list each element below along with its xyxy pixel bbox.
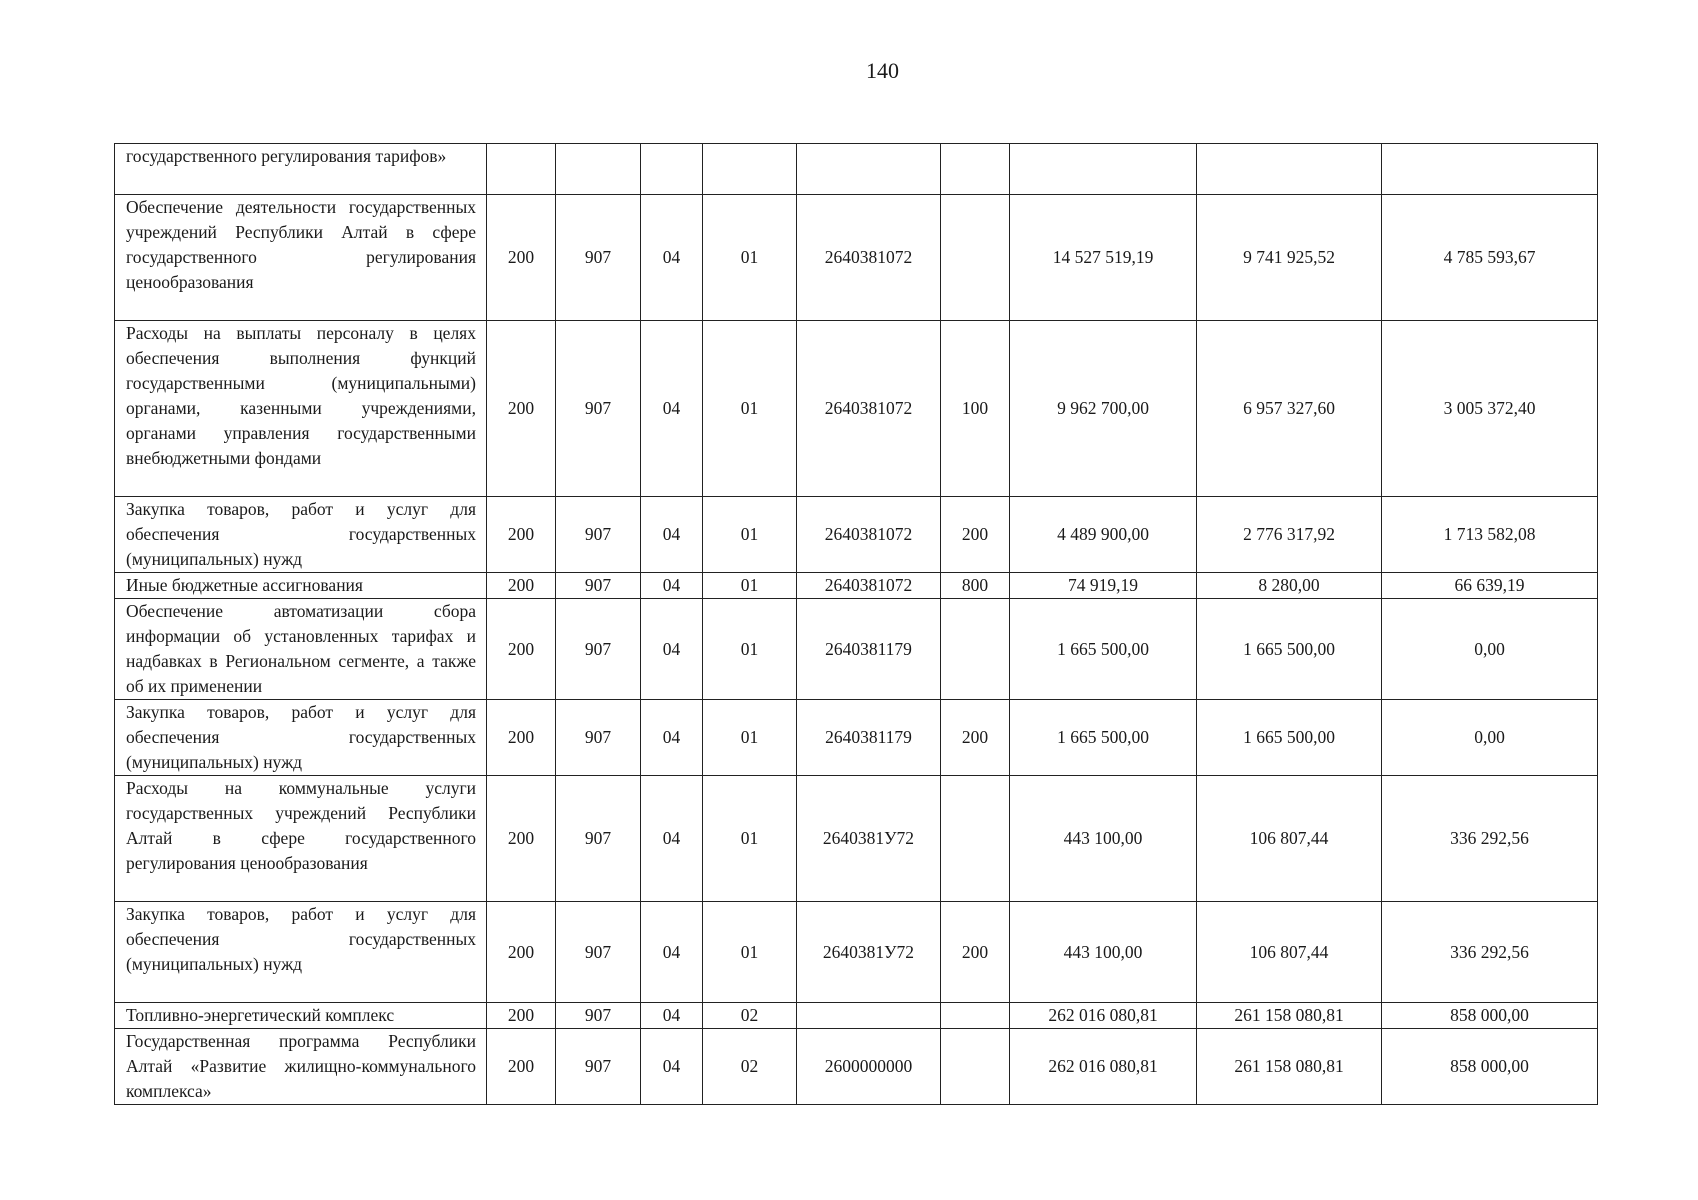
row-value-3: 0,00 [1382, 700, 1598, 776]
row-code-3: 04 [641, 573, 703, 599]
row-value-2: 261 158 080,81 [1197, 1029, 1382, 1105]
row-code-2: 907 [556, 776, 641, 902]
row-code-5 [797, 144, 941, 195]
row-code-2: 907 [556, 599, 641, 700]
row-code-2: 907 [556, 321, 641, 497]
row-value-3: 858 000,00 [1382, 1003, 1598, 1029]
row-value-2: 1 665 500,00 [1197, 599, 1382, 700]
row-value-3: 336 292,56 [1382, 776, 1598, 902]
row-value-1: 262 016 080,81 [1010, 1029, 1197, 1105]
table-row [115, 599, 1598, 700]
row-code-5: 2640381179 [797, 599, 941, 700]
row-code-6: 200 [941, 700, 1010, 776]
row-code-1: 200 [487, 573, 556, 599]
row-value-1: 443 100,00 [1010, 776, 1197, 902]
row-code-1: 200 [487, 599, 556, 700]
row-value-2: 8 280,00 [1197, 573, 1382, 599]
row-name: государственного регулирования тарифов» [115, 144, 487, 195]
row-code-4: 01 [703, 599, 797, 700]
row-name: Иные бюджетные ассигнования [115, 573, 487, 599]
row-value-2: 106 807,44 [1197, 776, 1382, 902]
row-code-5: 2600000000 [797, 1029, 941, 1105]
row-code-6 [941, 776, 1010, 902]
row-value-3: 1 713 582,08 [1382, 497, 1598, 573]
row-code-2: 907 [556, 195, 641, 321]
row-code-4: 01 [703, 321, 797, 497]
row-code-1: 200 [487, 1029, 556, 1105]
row-code-1: 200 [487, 776, 556, 902]
row-code-6 [941, 1029, 1010, 1105]
row-code-4: 02 [703, 1003, 797, 1029]
row-code-2: 907 [556, 902, 641, 1003]
row-name: Расходы на выплаты персоналу в целях обеспечения выполнения функций государственными (муниципальными) органами, казенными учреждениями, органами управления государственными внебюджетными фондами [115, 321, 487, 497]
budget-table [114, 143, 1598, 1105]
row-code-6 [941, 1003, 1010, 1029]
row-code-4: 01 [703, 497, 797, 573]
row-code-2: 907 [556, 573, 641, 599]
row-code-3: 04 [641, 599, 703, 700]
table-row [115, 144, 1598, 195]
row-value-3: 3 005 372,40 [1382, 321, 1598, 497]
row-code-1: 200 [487, 321, 556, 497]
row-code-1 [487, 144, 556, 195]
row-code-2: 907 [556, 1029, 641, 1105]
row-code-2 [556, 144, 641, 195]
row-value-2: 9 741 925,52 [1197, 195, 1382, 321]
row-code-2: 907 [556, 1003, 641, 1029]
row-code-3: 04 [641, 321, 703, 497]
table-row [115, 1003, 1598, 1029]
row-code-4: 02 [703, 1029, 797, 1105]
row-code-3: 04 [641, 497, 703, 573]
row-name: Закупка товаров, работ и услуг для обеспечения государственных (муниципальных) нужд [115, 497, 487, 573]
row-code-1: 200 [487, 700, 556, 776]
row-code-1: 200 [487, 195, 556, 321]
row-value-1: 1 665 500,00 [1010, 700, 1197, 776]
row-value-1: 262 016 080,81 [1010, 1003, 1197, 1029]
row-name: Обеспечение автоматизации сбора информации об установленных тарифах и надбавках в Региональном сегменте, а также об их применении [115, 599, 487, 700]
table-row [115, 195, 1598, 321]
row-code-3: 04 [641, 1003, 703, 1029]
row-code-2: 907 [556, 700, 641, 776]
row-code-5: 2640381072 [797, 497, 941, 573]
row-code-6: 100 [941, 321, 1010, 497]
row-value-2: 2 776 317,92 [1197, 497, 1382, 573]
row-code-6: 200 [941, 902, 1010, 1003]
row-code-5: 2640381У72 [797, 776, 941, 902]
row-code-5: 2640381072 [797, 195, 941, 321]
row-value-3 [1382, 144, 1598, 195]
row-code-6 [941, 599, 1010, 700]
table-row [115, 776, 1598, 902]
row-code-4: 01 [703, 195, 797, 321]
table-row [115, 1029, 1598, 1105]
row-code-3: 04 [641, 195, 703, 321]
row-name: Государственная программа Республики Алтай «Развитие жилищно-коммунального комплекса» [115, 1029, 487, 1105]
row-code-5 [797, 1003, 941, 1029]
page-number: 140 [866, 58, 899, 83]
row-code-3 [641, 144, 703, 195]
row-value-1: 14 527 519,19 [1010, 195, 1197, 321]
row-code-5: 2640381072 [797, 321, 941, 497]
row-code-2: 907 [556, 497, 641, 573]
row-value-3: 66 639,19 [1382, 573, 1598, 599]
row-code-4: 01 [703, 700, 797, 776]
row-value-2: 261 158 080,81 [1197, 1003, 1382, 1029]
row-code-3: 04 [641, 776, 703, 902]
table-row [115, 497, 1598, 573]
row-name: Закупка товаров, работ и услуг для обеспечения государственных (муниципальных) нужд [115, 700, 487, 776]
row-code-3: 04 [641, 902, 703, 1003]
row-value-2: 1 665 500,00 [1197, 700, 1382, 776]
row-value-3: 336 292,56 [1382, 902, 1598, 1003]
row-code-1: 200 [487, 497, 556, 573]
row-code-3: 04 [641, 1029, 703, 1105]
row-code-6 [941, 144, 1010, 195]
row-code-6 [941, 195, 1010, 321]
table-row [115, 700, 1598, 776]
row-value-2: 6 957 327,60 [1197, 321, 1382, 497]
table-row [115, 321, 1598, 497]
row-value-2 [1197, 144, 1382, 195]
row-value-1: 4 489 900,00 [1010, 497, 1197, 573]
row-code-4: 01 [703, 902, 797, 1003]
row-code-1: 200 [487, 1003, 556, 1029]
row-code-5: 2640381179 [797, 700, 941, 776]
row-value-3: 4 785 593,67 [1382, 195, 1598, 321]
row-name: Топливно-энергетический комплекс [115, 1003, 487, 1029]
table-row [115, 573, 1598, 599]
table-row [115, 902, 1598, 1003]
row-code-5: 2640381У72 [797, 902, 941, 1003]
row-name: Обеспечение деятельности государственных учреждений Республики Алтай в сфере государственного регулирования ценообразования [115, 195, 487, 321]
row-value-1: 9 962 700,00 [1010, 321, 1197, 497]
row-value-1: 443 100,00 [1010, 902, 1197, 1003]
row-value-3: 0,00 [1382, 599, 1598, 700]
row-value-1: 74 919,19 [1010, 573, 1197, 599]
row-code-3: 04 [641, 700, 703, 776]
row-code-6: 800 [941, 573, 1010, 599]
row-code-4: 01 [703, 573, 797, 599]
row-code-4: 01 [703, 776, 797, 902]
row-value-3: 858 000,00 [1382, 1029, 1598, 1105]
row-name: Расходы на коммунальные услуги государственных учреждений Республики Алтай в сфере государственного регулирования ценообразования [115, 776, 487, 902]
row-value-2: 106 807,44 [1197, 902, 1382, 1003]
row-code-5: 2640381072 [797, 573, 941, 599]
row-value-1: 1 665 500,00 [1010, 599, 1197, 700]
row-code-1: 200 [487, 902, 556, 1003]
row-value-1 [1010, 144, 1197, 195]
row-name: Закупка товаров, работ и услуг для обеспечения государственных (муниципальных) нужд [115, 902, 487, 1003]
row-code-4 [703, 144, 797, 195]
row-code-6: 200 [941, 497, 1010, 573]
